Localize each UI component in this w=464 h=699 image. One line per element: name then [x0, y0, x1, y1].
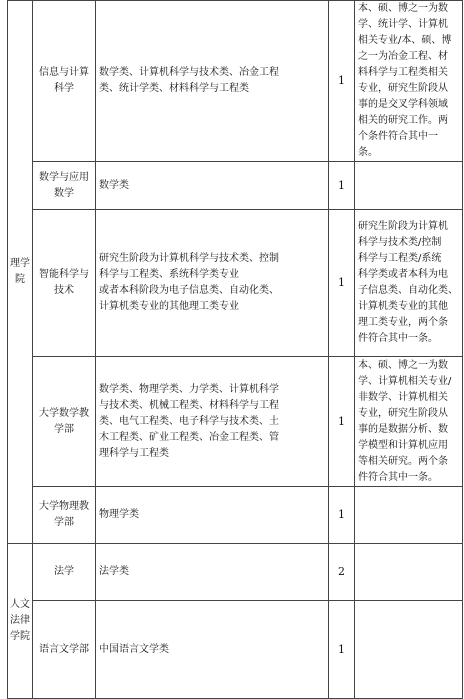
quota-cell: 1 [329, 162, 355, 210]
college-cell-science: 理学院 [8, 1, 33, 544]
recruitment-table [7, 0, 463, 699]
dept-cell: 智能科学与 技术 [33, 210, 96, 357]
major-cell: 物理学类 [96, 487, 329, 544]
requirement-cell: 本、硕、博之一为数 学、统计学、计算机 相关专业/本、硕、博 之一为冶金工程、材 料科学与工程类相关 专业，研究生阶段从 事的是交叉学科领域 相关的研究工作。两 个条件符合其中一 条。 [355, 1, 463, 162]
quota-cell: 1 [329, 487, 355, 544]
dept-cell: 大学物理教 学部 [33, 487, 96, 544]
quota-cell: 1 [329, 601, 355, 699]
major-cell: 法学类 [96, 544, 329, 601]
major-cell: 中国语言文学类 [96, 601, 329, 699]
dept-cell: 语言文学部 [33, 601, 96, 699]
dept-cell: 信息与计算 科学 [33, 1, 96, 162]
requirement-cell [355, 162, 463, 210]
table-row [8, 1, 463, 162]
college-cell-humanities: 人文法律学院 [8, 544, 33, 699]
table-row [8, 357, 463, 487]
table-row [8, 162, 463, 210]
table-row [8, 210, 463, 357]
quota-cell: 1 [329, 1, 355, 162]
table-row [8, 487, 463, 544]
quota-cell: 1 [329, 210, 355, 357]
dept-cell: 数学与应用 数学 [33, 162, 96, 210]
requirement-cell [355, 487, 463, 544]
major-cell: 数学类、计算机科学与技术类、冶金工程 类、统计学类、材料科学与工程类 [96, 1, 329, 162]
requirement-cell [355, 544, 463, 601]
quota-cell: 2 [329, 544, 355, 601]
requirement-cell: 研究生阶段为计算机 科学与技术类/控制 科学与工程类/系统 科学类或者本科为电 子信息类、自动化类、 计算机类专业的其他 理工类专业，两个条 件符合其中一条。 [355, 210, 463, 357]
major-cell: 数学类 [96, 162, 329, 210]
quota-cell: 1 [329, 357, 355, 487]
major-cell: 数学类、物理学类、力学类、计算机科学 与技术类、机械工程类、材料科学与工程 类、电气工程类、电子科学与技术类、土 木工程类、矿业工程类、冶金工程类、管 理科学与工程类 [96, 357, 329, 487]
requirement-cell [355, 601, 463, 699]
dept-cell: 大学数学教 学部 [33, 357, 96, 487]
dept-cell: 法学 [33, 544, 96, 601]
table-row [8, 601, 463, 699]
major-cell: 研究生阶段为计算机科学与技术类、控制 科学与工程类、系统科学类专业 或者本科阶段为电子信息类、自动化类、 计算机类专业的其他理工类专业 [96, 210, 329, 357]
requirement-cell: 本、硕、博之一为数 学、计算机相关专业/ 非数学、计算机相关 专业，研究生阶段从 事的是数据分析、数 学模型和计算机应用 等相关研究。两个条 件符合其中一条。 [355, 357, 463, 487]
table-row [8, 544, 463, 601]
